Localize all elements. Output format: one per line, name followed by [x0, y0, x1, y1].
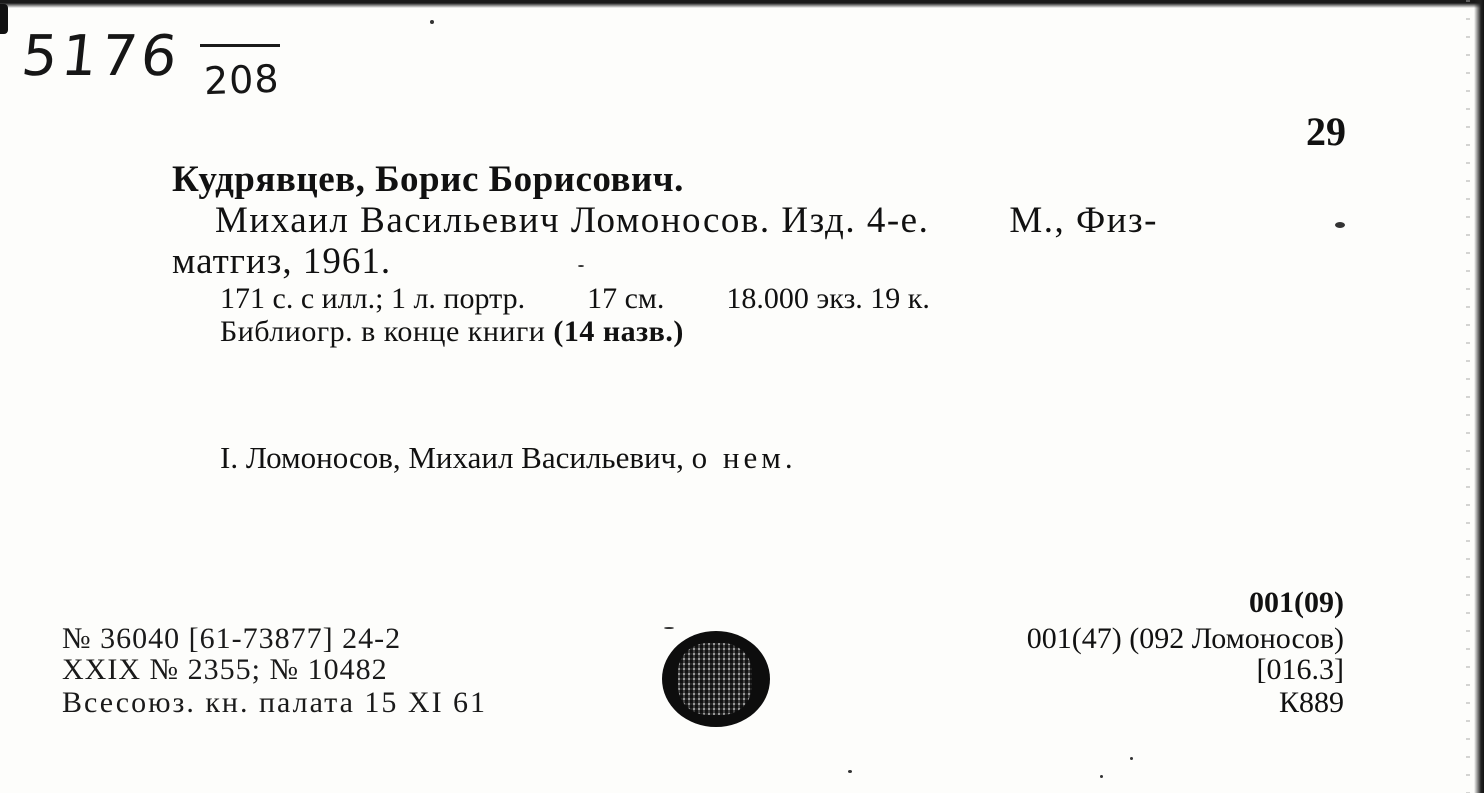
punch-hole	[662, 631, 770, 727]
book-title: Михаил Васильевич Ломоносов. Изд. 4-е.	[215, 200, 930, 241]
speck	[430, 20, 434, 24]
speck	[578, 265, 584, 267]
card-top-edge	[0, 0, 1484, 8]
classification-code: 001(09)	[1249, 586, 1344, 619]
bibliography-text: Библиогр. в конце книги	[220, 315, 546, 348]
speck	[848, 770, 852, 773]
subject-entry	[220, 440, 797, 476]
bottom-left-line: № 36040 [61-73877] 24-2	[62, 622, 402, 655]
collation-copies: 18.000 экз. 19 к.	[726, 282, 930, 315]
author-mark: К889	[1278, 686, 1344, 719]
speck	[1100, 775, 1103, 778]
classification-code: [016.3]	[1256, 653, 1344, 686]
corner-ink-mark	[0, 4, 8, 34]
card-right-edge	[1474, 0, 1484, 793]
bibliography-note	[220, 315, 684, 349]
card-edge-specks	[1466, 0, 1470, 793]
collation-pages: 171 с. с илл.; 1 л. портр.	[220, 282, 526, 315]
classification-code: 001(47) (092 Ломоносов)	[1026, 622, 1344, 655]
speck	[1335, 222, 1345, 228]
subject-heading: I. Ломоносов, Михаил Васильевич,	[220, 440, 684, 475]
collation-line	[220, 282, 930, 316]
bottom-left-line: XXIX № 2355; № 10482	[62, 653, 388, 686]
publisher-year-line: матгиз, 1961.	[172, 241, 392, 282]
handwritten-overline	[200, 44, 280, 47]
collation-size: 17 см.	[587, 282, 665, 315]
author-heading: Кудрявцев, Борис Борисович.	[172, 159, 684, 200]
handwritten-subnumber: 208	[203, 56, 281, 104]
punch-hole-mesh	[678, 643, 752, 715]
speck	[1130, 757, 1133, 760]
chamber-imprint: Всесоюз. кн. палата 15 XI 61	[62, 686, 488, 719]
bibliography-count: (14 назв.)	[553, 315, 684, 348]
speck	[664, 627, 674, 629]
publisher-start: М., Физ-	[1009, 200, 1158, 241]
subject-onem: о нем.	[691, 440, 797, 475]
title-line	[215, 199, 1158, 242]
handwritten-number: 5176	[18, 24, 184, 89]
card-number: 29	[1306, 109, 1346, 154]
